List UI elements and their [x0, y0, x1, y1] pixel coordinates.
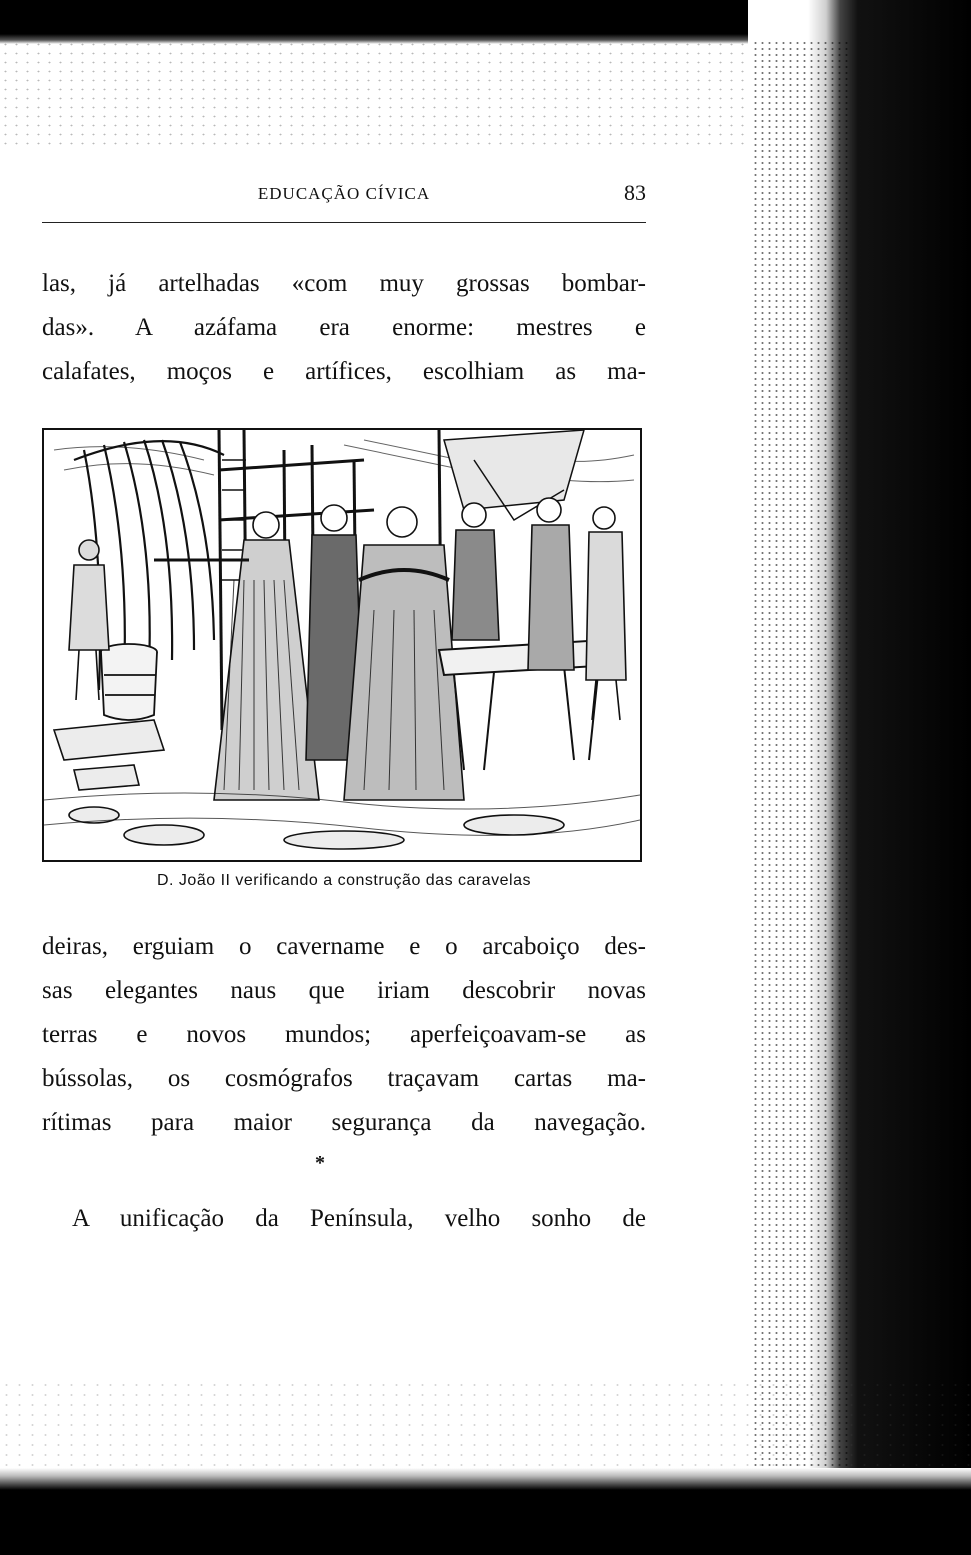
scan-noise-bottom: [0, 1380, 971, 1470]
text-line: das». A azáfama era enorme: mestres e: [42, 314, 646, 341]
illustration-caravel-construction: [42, 428, 642, 862]
text-line: sas elegantes naus que iriam descobrir novas: [42, 977, 646, 1004]
scan-noise-gutter: [752, 40, 852, 1500]
text-line: las, já artelhadas «com muy grossas bombar-: [42, 270, 646, 297]
running-title: EDUCAÇÃO CÍVICA: [257, 184, 431, 203]
figure-caption: D. João II verificando a construção das caravelas: [156, 872, 531, 889]
scan-bottom-edge: [0, 1468, 971, 1555]
text-line: deiras, erguiam o cavername e o arcaboiço des-: [42, 933, 646, 960]
middle-paragraph: [42, 925, 646, 1145]
page-number: 83: [624, 180, 646, 205]
running-head: [42, 180, 646, 210]
header-rule: [42, 222, 646, 223]
section-separator: *: [315, 1152, 325, 1174]
text-line: calafates, moços e artífices, escolhiam as ma-: [42, 358, 646, 385]
last-paragraph-line: A unificação da Península, velho sonho de: [72, 1205, 646, 1232]
text-line: bússolas, os cosmógrafos traçavam cartas ma-: [42, 1065, 646, 1092]
illustration-drawing: [44, 430, 640, 860]
text-line: rítimas para maior segurança da navegação.: [42, 1109, 646, 1136]
text-line: terras e novos mundos; aperfeiçoavam-se as: [42, 1021, 646, 1048]
top-paragraph: [42, 262, 646, 394]
